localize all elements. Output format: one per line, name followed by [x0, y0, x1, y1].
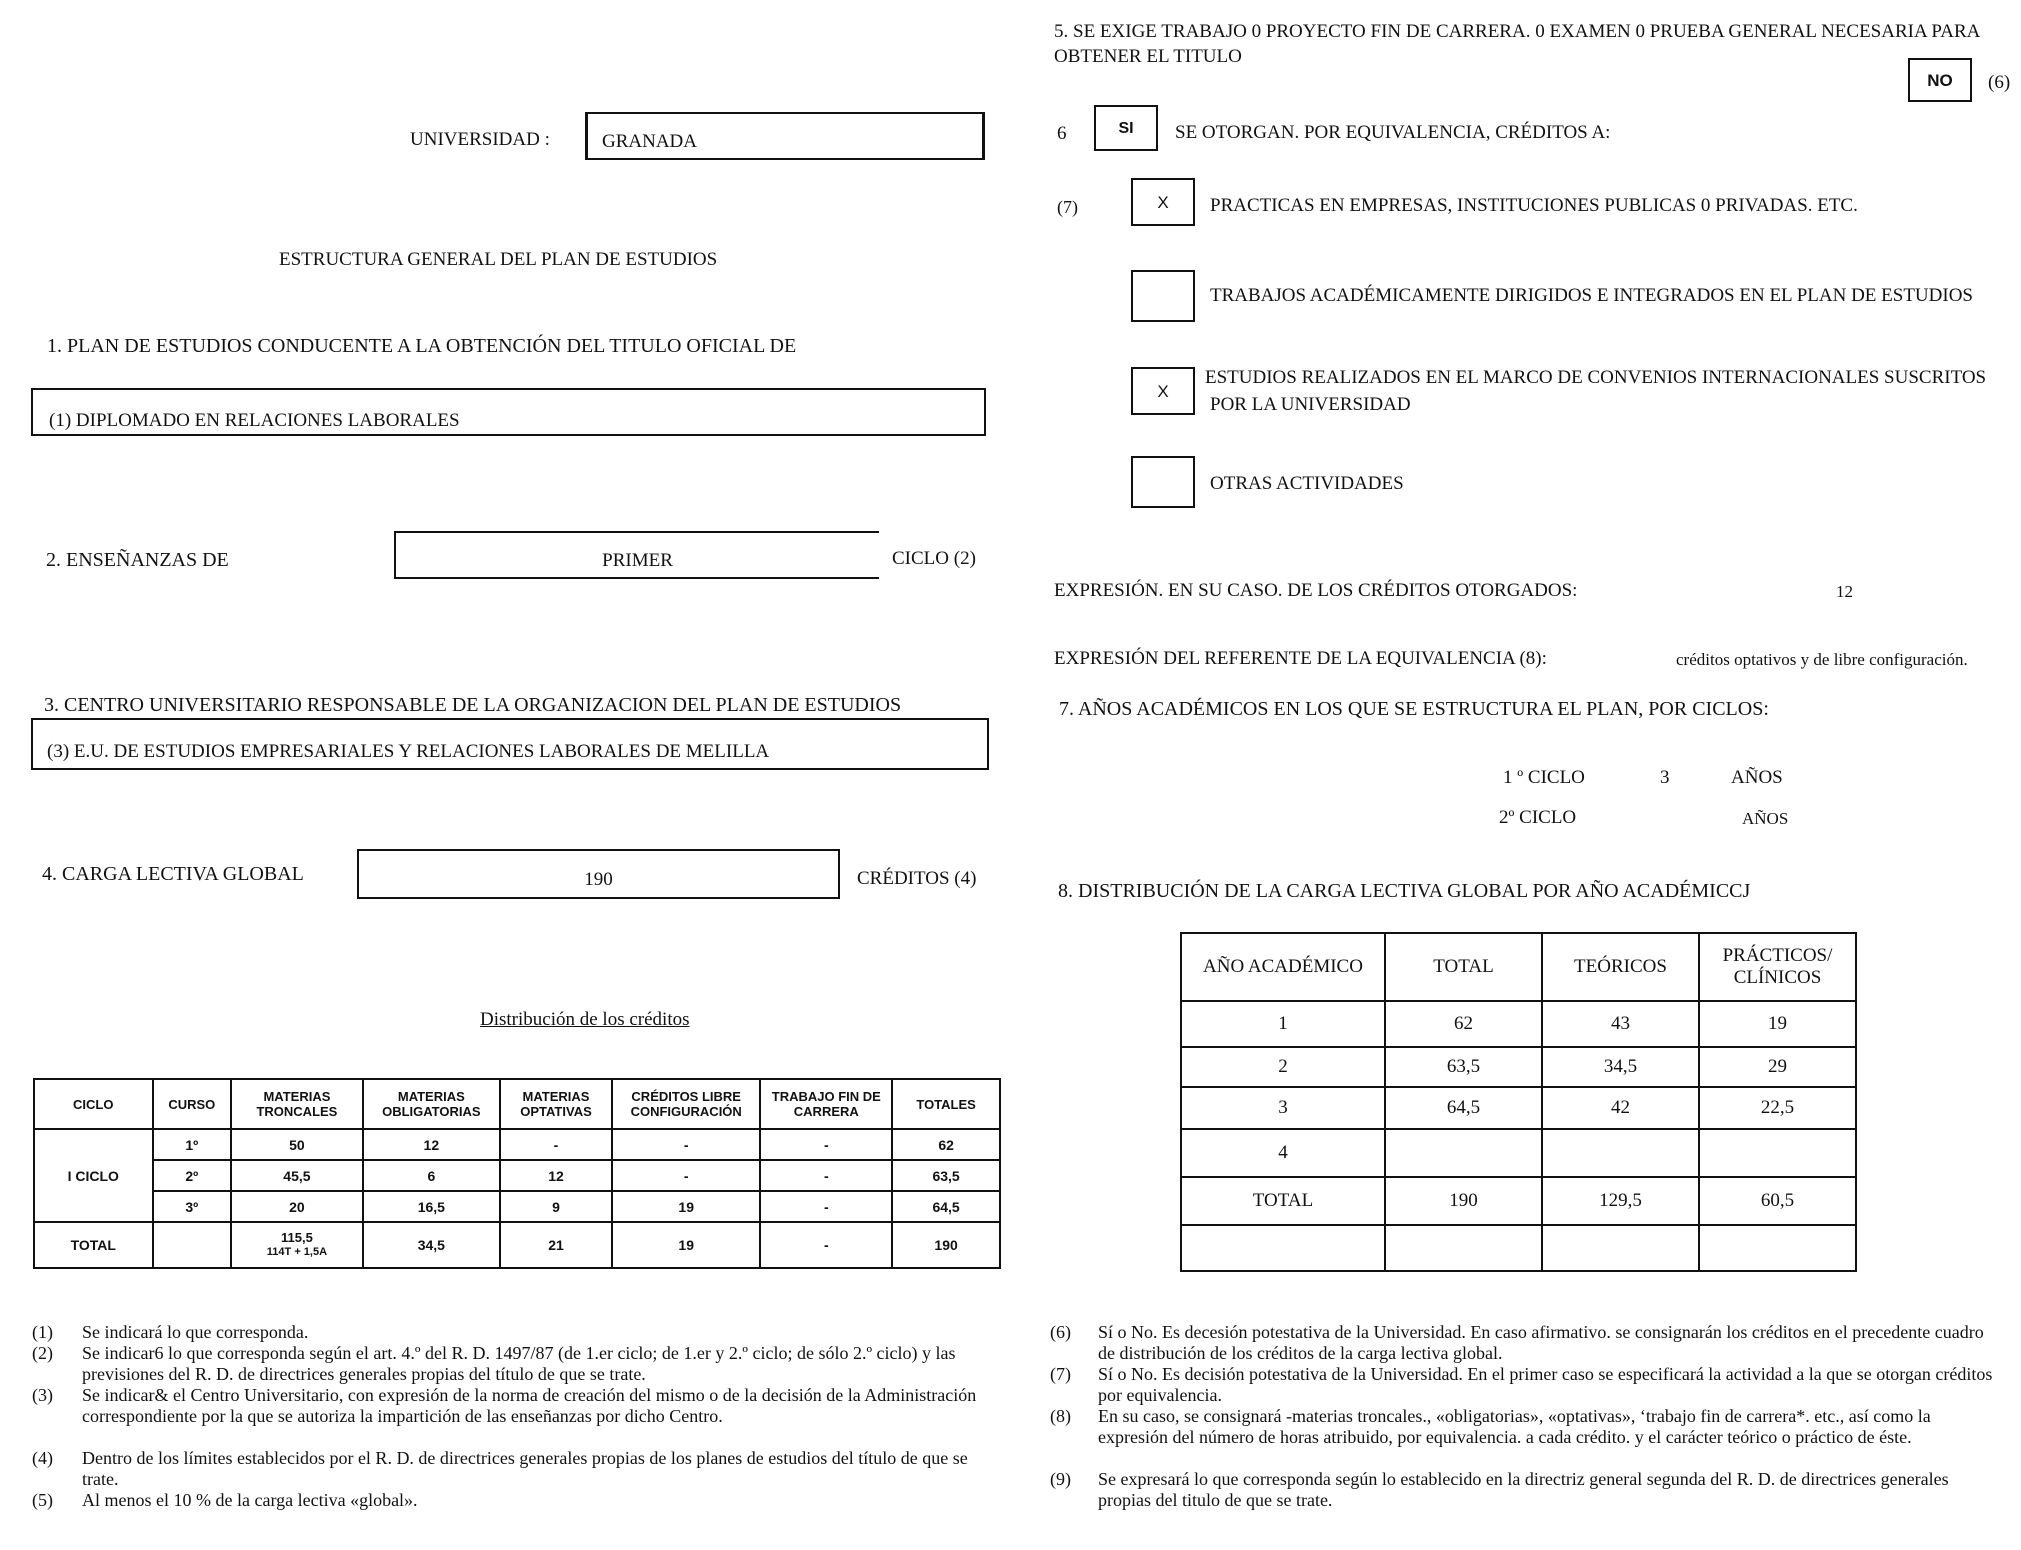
option-checkbox-trabajos: [1131, 270, 1195, 322]
table-cell: [1385, 1225, 1542, 1271]
footnote-text: En su caso, se consignará -materias troncales., «obligatorias», «optativas», ‘trabajo fin de carrera*. etc., así como la expresión del número de horas atribuido, por equivalencia. a cada crédito. y el carácter teórico o práctico de éste.: [1098, 1406, 1931, 1447]
table-cell: [1699, 1129, 1856, 1177]
footnote-text: Se indicar& el Centro Universitario, con expresión de la norma de creación del mismo o de la decisión de la Administración correspondiente por la que se autoriza la impartición de las enseñanzas por dicho Centro.: [82, 1385, 977, 1426]
header-cell: AÑO ACADÉMICO: [1181, 933, 1385, 1001]
table-cell: [1699, 1225, 1856, 1271]
section-1-box: [31, 388, 986, 436]
section-6-text: SE OTORGAN. POR EQUIVALENCIA, CRÉDITOS A:: [1175, 122, 1611, 143]
table-cell: -: [760, 1191, 892, 1222]
table-cell: 63,5: [1385, 1047, 1542, 1087]
header-cell: CURSO: [153, 1079, 232, 1129]
table-cell: 4: [1181, 1129, 1385, 1177]
table-cell: 12: [363, 1129, 500, 1160]
section-5-value: NO: [1927, 71, 1953, 90]
table-cell: -: [760, 1129, 892, 1160]
expr-creditos-value: 12: [1836, 582, 1853, 601]
footnote-text: Dentro de los límites establecidos por el R. D. de directrices generales propias de los planes de estudios del título de que se trate.: [82, 1448, 968, 1489]
expr-creditos-label: EXPRESIÓN. EN SU CASO. DE LOS CRÉDITOS OTORGADOS:: [1054, 580, 1578, 601]
troncales-total-cell: [231, 1222, 363, 1268]
checkbox-mark: X: [1157, 193, 1169, 212]
section-5-line2: OBTENER EL TITULO: [1054, 46, 1242, 67]
distribution-title: Distribución de los créditos: [480, 1009, 690, 1030]
footnote-text: Se indicar6 lo que corresponda según el art. 4.º del R. D. 1497/87 (de 1.er ciclo; de 1.er y 2.º ciclo; de sólo 2.º ciclo) y las previsiones del R. D. de directrices generales propias del título de que se trate.: [82, 1343, 956, 1384]
footnote-number: (7): [1050, 1364, 1071, 1384]
header-cell: TOTALES: [892, 1079, 1000, 1129]
table-cell: 62: [892, 1129, 1000, 1160]
table-cell: 60,5: [1699, 1177, 1856, 1225]
table-cell: [1542, 1225, 1699, 1271]
troncales-total: 115,5: [281, 1230, 313, 1245]
table-total-row: [34, 1222, 1000, 1268]
table-row: [34, 1191, 1000, 1222]
table-cell: -: [612, 1160, 760, 1191]
footnote-number: (6): [1050, 1322, 1071, 1342]
table-row: [34, 1129, 1000, 1160]
footnote-number: (1): [32, 1322, 53, 1342]
header-cell: MATERIAS TRONCALES: [231, 1079, 363, 1129]
header-cell: TOTAL: [1385, 933, 1542, 1001]
ciclo1-value: 3: [1660, 767, 1670, 788]
option-label: PRACTICAS EN EMPRESAS, INSTITUCIONES PUBLICAS 0 PRIVADAS. ETC.: [1210, 195, 1858, 216]
section-8-title: 8. DISTRIBUCIÓN DE LA CARGA LECTIVA GLOBAL POR AÑO ACADÉMICCJ: [1058, 880, 1751, 902]
footnote: [1050, 1364, 2005, 1406]
table-cell: 19: [612, 1222, 760, 1268]
table-cell: 45,5: [231, 1160, 363, 1191]
table-cell: 43: [1542, 1001, 1699, 1047]
table-header-row: [34, 1079, 1000, 1129]
section-2-label: 2. ENSEÑANZAS DE: [46, 549, 229, 571]
table-cell: 64,5: [892, 1191, 1000, 1222]
table-cell: 22,5: [1699, 1087, 1856, 1129]
table-cell: 21: [500, 1222, 612, 1268]
page-heading: ESTRUCTURA GENERAL DEL PLAN DE ESTUDIOS: [279, 249, 718, 270]
option-checkbox-otras: [1131, 456, 1195, 508]
troncales-total-breakdown: 114T + 1,5A: [266, 1246, 328, 1258]
centre-name: (3) E.U. DE ESTUDIOS EMPRESARIALES Y RELACIONES LABORALES DE MELILLA: [47, 741, 770, 762]
table-total-row: [1181, 1177, 1856, 1225]
table-cell: 190: [1385, 1177, 1542, 1225]
footnote-number: (4): [32, 1448, 53, 1468]
table-cell: -: [760, 1160, 892, 1191]
footnote-number: (8): [1050, 1406, 1071, 1426]
table-cell: 29: [1699, 1047, 1856, 1087]
footnote: [1050, 1469, 2005, 1511]
table-cell: TOTAL: [1181, 1177, 1385, 1225]
option-checkbox-practicas: [1131, 178, 1195, 226]
section-2-box: [394, 531, 879, 579]
table-cell: 34,5: [363, 1222, 500, 1268]
table-cell: -: [500, 1129, 612, 1160]
section-7-title: 7. AÑOS ACADÉMICOS EN LOS QUE SE ESTRUCTURA EL PLAN, POR CICLOS:: [1059, 698, 1769, 720]
table-row: [1181, 1225, 1856, 1271]
table-header-row: [1181, 933, 1856, 1001]
table-cell: 64,5: [1385, 1087, 1542, 1129]
universidad-box: [585, 112, 985, 160]
footnote: [32, 1385, 987, 1448]
footnote: [1050, 1322, 2005, 1364]
header-cell: MATERIAS OBLIGATORIAS: [363, 1079, 500, 1129]
table-cell: 3º: [153, 1191, 232, 1222]
section-5-line1: 5. SE EXIGE TRABAJO 0 PROYECTO FIN DE CARRERA. 0 EXAMEN 0 PRUEBA GENERAL NECESARIA PARA: [1054, 21, 1981, 42]
cycle-value: PRIMER: [602, 550, 673, 571]
table-cell: [1542, 1129, 1699, 1177]
footnote-number: (9): [1050, 1469, 1071, 1489]
footnote: [32, 1343, 987, 1385]
expr-ref-value: créditos optativos y de libre configuración.: [1676, 650, 1968, 669]
table-cell: 19: [612, 1191, 760, 1222]
section-5-box: [1908, 58, 1972, 102]
right-footnotes: [1050, 1322, 2005, 1532]
header-cell: PRÁCTICOS/ CLÍNICOS: [1699, 933, 1856, 1001]
footnote-text: Al menos el 10 % de la carga lectiva «global».: [82, 1490, 418, 1510]
checkbox-mark: X: [1157, 382, 1169, 401]
table-row: [1181, 1047, 1856, 1087]
footnote-number: (3): [32, 1385, 53, 1405]
section-6-box: [1094, 105, 1158, 151]
table-row: [1181, 1001, 1856, 1047]
total-label: TOTAL: [34, 1222, 153, 1268]
table-cell: 6: [363, 1160, 500, 1191]
section-4-box: [357, 849, 840, 899]
option-label-line2: POR LA UNIVERSIDAD: [1210, 394, 1411, 415]
table-row: [1181, 1129, 1856, 1177]
expr-ref-label: EXPRESIÓN DEL REFERENTE DE LA EQUIVALENCIA (8):: [1054, 648, 1547, 669]
section-6-value: SI: [1118, 120, 1134, 137]
footnote-number: (2): [32, 1343, 53, 1363]
table-cell: [153, 1222, 232, 1268]
header-cell: TRABAJO FIN DE CARRERA: [760, 1079, 892, 1129]
option-label: OTRAS ACTIVIDADES: [1210, 473, 1404, 494]
section-6-number: 6: [1057, 123, 1067, 144]
ciclo2-unit: AÑOS: [1742, 809, 1789, 828]
option-label: TRABAJOS ACADÉMICAMENTE DIRIGIDOS E INTEGRADOS EN EL PLAN DE ESTUDIOS: [1210, 285, 1973, 306]
credits-distribution-table: [33, 1078, 1001, 1269]
universidad-value: GRANADA: [602, 131, 697, 152]
footnote: [32, 1448, 987, 1490]
table-cell: 63,5: [892, 1160, 1000, 1191]
table-cell: -: [760, 1222, 892, 1268]
table-cell: 9: [500, 1191, 612, 1222]
header-cell: CRÉDITOS LIBRE CONFIGURACIÓN: [612, 1079, 760, 1129]
table-cell: [1181, 1225, 1385, 1271]
section-4-suffix: CRÉDITOS (4): [857, 868, 977, 889]
header-cell: CICLO: [34, 1079, 153, 1129]
table-cell: 2º: [153, 1160, 232, 1191]
table-cell: [1385, 1129, 1542, 1177]
footnote: [32, 1490, 987, 1511]
left-footnotes: [32, 1322, 987, 1522]
table-cell: 1: [1181, 1001, 1385, 1047]
table-cell: 1º: [153, 1129, 232, 1160]
table-cell: 2: [1181, 1047, 1385, 1087]
header-cell: MATERIAS OPTATIVAS: [500, 1079, 612, 1129]
ciclo1-unit: AÑOS: [1731, 767, 1783, 788]
section-2-suffix: CICLO (2): [892, 548, 976, 569]
footnote-text: Sí o No. Es decisión potestativa de la Universidad. En el primer caso se especificará la actividad a la que se otorgan créditos por equivalencia.: [1098, 1364, 1993, 1405]
degree-title: (1) DIPLOMADO EN RELACIONES LABORALES: [49, 410, 460, 431]
table-cell: 62: [1385, 1001, 1542, 1047]
table-cell: 42: [1542, 1087, 1699, 1129]
section-1-title: 1. PLAN DE ESTUDIOS CONDUCENTE A LA OBTENCIÓN DEL TITULO OFICIAL DE: [47, 335, 797, 357]
table-row: [1181, 1087, 1856, 1129]
ciclo2-label: 2º CICLO: [1499, 807, 1577, 828]
total-credits: 190: [584, 869, 613, 890]
footnote-text: Sí o No. Es decesión potestativa de la Universidad. En caso afirmativo. se consignarán los créditos en el precedente cuadro de distribución de los créditos de la carga lectiva global.: [1098, 1322, 1984, 1363]
header-cell: TEÓRICOS: [1542, 933, 1699, 1001]
table-cell: 19: [1699, 1001, 1856, 1047]
table-cell: 34,5: [1542, 1047, 1699, 1087]
table-cell: 190: [892, 1222, 1000, 1268]
table-row: [34, 1160, 1000, 1191]
footnote-text: Se indicará lo que corresponda.: [82, 1322, 309, 1342]
table-cell: 3: [1181, 1087, 1385, 1129]
table-cell: 50: [231, 1129, 363, 1160]
section-5-ref: (6): [1988, 72, 2011, 93]
footnote: [1050, 1406, 2005, 1469]
years-distribution-table: [1180, 932, 1857, 1272]
option-label: ESTUDIOS REALIZADOS EN EL MARCO DE CONVENIOS INTERNACIONALES SUSCRITOS: [1205, 367, 1987, 388]
ciclo-cell: I CICLO: [34, 1129, 153, 1222]
footnote-text: Se expresará lo que corresponda según lo establecido en la directriz general segunda del R. D. de directrices generales propias del titulo de que se trate.: [1098, 1469, 1949, 1510]
table-cell: 20: [231, 1191, 363, 1222]
option-checkbox-convenios: [1131, 367, 1195, 415]
table-cell: -: [612, 1129, 760, 1160]
table-cell: 12: [500, 1160, 612, 1191]
footnote: [32, 1322, 987, 1342]
universidad-label: UNIVERSIDAD :: [410, 129, 550, 150]
footnote-number: (5): [32, 1490, 53, 1510]
section-3-box: [31, 718, 989, 770]
section-4-label: 4. CARGA LECTIVA GLOBAL: [42, 863, 304, 885]
table-cell: 16,5: [363, 1191, 500, 1222]
table-cell: 129,5: [1542, 1177, 1699, 1225]
ciclo1-label: 1 º CICLO: [1503, 767, 1585, 788]
section-7-ref: (7): [1057, 197, 1078, 217]
section-3-title: 3. CENTRO UNIVERSITARIO RESPONSABLE DE LA ORGANIZACION DEL PLAN DE ESTUDIOS: [44, 694, 902, 716]
